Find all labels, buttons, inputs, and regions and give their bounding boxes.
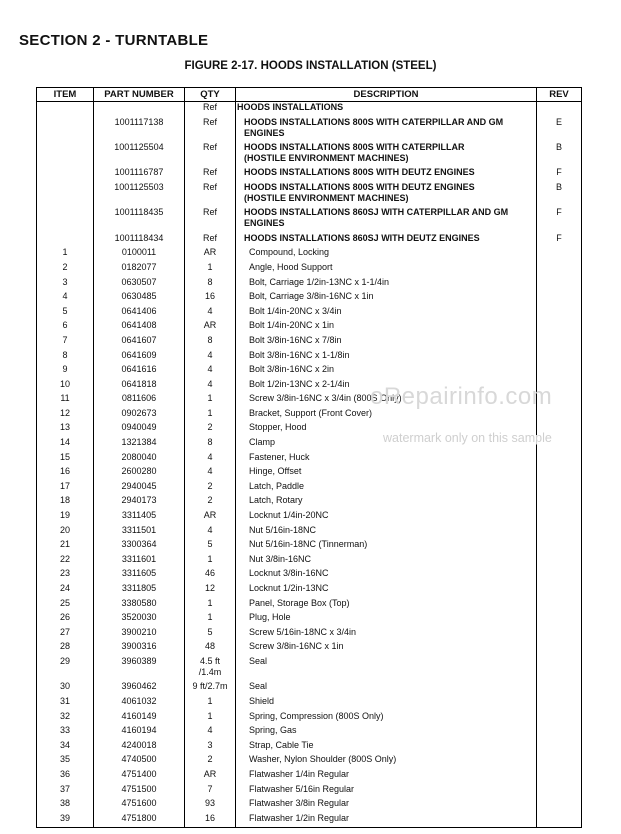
item-cell (37, 142, 94, 167)
part-number-cell: 1001118434 (94, 233, 185, 248)
part-number-cell: 3311405 (94, 510, 185, 525)
description-cell: Nut 5/16in-18NC (236, 525, 537, 540)
rev-cell (537, 554, 582, 569)
table-row (37, 681, 582, 696)
item-cell: 15 (37, 452, 94, 467)
item-cell: 19 (37, 510, 94, 525)
qty-cell: 16 (185, 291, 236, 306)
rev-cell: F (537, 233, 582, 248)
rev-cell (537, 598, 582, 613)
rev-cell (537, 681, 582, 696)
part-number-cell: 4751400 (94, 769, 185, 784)
rev-cell (537, 466, 582, 481)
rev-cell (537, 364, 582, 379)
part-number-cell: 3960462 (94, 681, 185, 696)
item-cell: 28 (37, 641, 94, 656)
qty-cell: Ref (185, 233, 236, 248)
description-cell: Nut 5/16in-18NC (Tinnerman) (236, 539, 537, 554)
part-number-cell: 3900316 (94, 641, 185, 656)
qty-cell: AR (185, 510, 236, 525)
table-row (37, 656, 582, 681)
description-cell: Flatwasher 1/2in Regular (236, 813, 537, 828)
item-cell (37, 233, 94, 248)
description-cell: HOODS INSTALLATIONS 800S WITH CATERPILLAR AND GM ENGINES (236, 117, 537, 142)
part-number-cell: 4740500 (94, 754, 185, 769)
part-number-cell: 2600280 (94, 466, 185, 481)
description-cell: Clamp (236, 437, 537, 452)
rev-cell (537, 656, 582, 681)
description-cell: Screw 3/8in-16NC x 3/4in (800S Only) (236, 393, 537, 408)
part-number-cell (94, 102, 185, 117)
table-row (37, 320, 582, 335)
qty-cell: 4 (185, 350, 236, 365)
part-number-cell: 4751500 (94, 784, 185, 799)
item-cell: 21 (37, 539, 94, 554)
qty-cell: 4 (185, 379, 236, 394)
column-header-item: ITEM (37, 88, 94, 102)
description-cell: Bolt, Carriage 3/8in-16NC x 1in (236, 291, 537, 306)
qty-cell: AR (185, 320, 236, 335)
qty-cell: 1 (185, 393, 236, 408)
table-row (37, 335, 582, 350)
description-cell: Bolt, Carriage 1/2in-13NC x 1-1/4in (236, 277, 537, 292)
qty-cell: 4 (185, 525, 236, 540)
rev-cell (537, 740, 582, 755)
qty-cell: 8 (185, 335, 236, 350)
table-row (37, 813, 582, 828)
description-cell: Bracket, Support (Front Cover) (236, 408, 537, 423)
qty-cell: 1 (185, 554, 236, 569)
description-cell: Shield (236, 696, 537, 711)
qty-cell: 1 (185, 598, 236, 613)
item-cell: 1 (37, 247, 94, 262)
qty-cell: 4 (185, 306, 236, 321)
qty-cell: Ref (185, 142, 236, 167)
item-cell: 26 (37, 612, 94, 627)
part-number-cell: 3311501 (94, 525, 185, 540)
table-row (37, 627, 582, 642)
description-cell: Locknut 1/2in-13NC (236, 583, 537, 598)
rev-cell (537, 452, 582, 467)
table-row (37, 554, 582, 569)
item-cell: 12 (37, 408, 94, 423)
table-row (37, 142, 582, 167)
table-row (37, 102, 582, 117)
rev-cell (537, 262, 582, 277)
part-number-cell: 0100011 (94, 247, 185, 262)
description-cell: Locknut 3/8in-16NC (236, 568, 537, 583)
item-cell: 9 (37, 364, 94, 379)
qty-cell: Ref (185, 182, 236, 207)
rev-cell (537, 102, 582, 117)
rev-cell (537, 277, 582, 292)
qty-cell: 2 (185, 481, 236, 496)
qty-cell: 93 (185, 798, 236, 813)
qty-cell: 46 (185, 568, 236, 583)
item-cell: 8 (37, 350, 94, 365)
description-cell: Bolt 1/4in-20NC x 1in (236, 320, 537, 335)
part-number-cell: 0641607 (94, 335, 185, 350)
table-row (37, 612, 582, 627)
item-cell: 38 (37, 798, 94, 813)
table-row (37, 754, 582, 769)
table-row (37, 725, 582, 740)
qty-cell: Ref (185, 207, 236, 232)
part-number-cell: 3520030 (94, 612, 185, 627)
item-cell (37, 117, 94, 142)
watermark-text: oRepairinfo.com (370, 383, 553, 410)
qty-cell: 9 ft/2.7m (185, 681, 236, 696)
parts-table (36, 87, 582, 828)
rev-cell (537, 711, 582, 726)
part-number-cell: 3900210 (94, 627, 185, 642)
rev-cell (537, 627, 582, 642)
description-cell: Screw 3/8in-16NC x 1in (236, 641, 537, 656)
description-cell: Bolt 3/8in-16NC x 2in (236, 364, 537, 379)
rev-cell (537, 725, 582, 740)
description-cell: Angle, Hood Support (236, 262, 537, 277)
part-number-cell: 0902673 (94, 408, 185, 423)
part-number-cell: 1001116787 (94, 167, 185, 182)
item-cell: 24 (37, 583, 94, 598)
qty-cell: 1 (185, 711, 236, 726)
part-number-cell: 0641609 (94, 350, 185, 365)
description-cell: Stopper, Hood (236, 422, 537, 437)
table-row (37, 306, 582, 321)
rev-cell (537, 754, 582, 769)
table-row (37, 262, 582, 277)
part-number-cell: 1001118435 (94, 207, 185, 232)
part-number-cell: 1001125504 (94, 142, 185, 167)
item-cell: 6 (37, 320, 94, 335)
description-cell: Screw 5/16in-18NC x 3/4in (236, 627, 537, 642)
table-row (37, 350, 582, 365)
qty-cell: 5 (185, 539, 236, 554)
qty-cell: 48 (185, 641, 236, 656)
qty-cell: AR (185, 247, 236, 262)
description-cell: Spring, Gas (236, 725, 537, 740)
description-cell: Seal (236, 681, 537, 696)
part-number-cell: 4751800 (94, 813, 185, 828)
item-cell: 32 (37, 711, 94, 726)
part-number-cell: 0630507 (94, 277, 185, 292)
table-row (37, 568, 582, 583)
rev-cell (537, 350, 582, 365)
item-cell (37, 102, 94, 117)
part-number-cell: 3380580 (94, 598, 185, 613)
figure-title: FIGURE 2-17. HOODS INSTALLATION (STEEL) (184, 60, 437, 72)
item-cell (37, 167, 94, 182)
table-row (37, 167, 582, 182)
rev-cell (537, 583, 582, 598)
table-row (37, 117, 582, 142)
table-row (37, 598, 582, 613)
qty-cell: 16 (185, 813, 236, 828)
rev-cell (537, 320, 582, 335)
item-cell: 23 (37, 568, 94, 583)
item-cell: 27 (37, 627, 94, 642)
qty-cell: 4 (185, 452, 236, 467)
item-cell: 14 (37, 437, 94, 452)
table-row (37, 452, 582, 467)
column-header-description: DESCRIPTION (236, 88, 537, 102)
rev-cell (537, 306, 582, 321)
description-cell: Strap, Cable Tie (236, 740, 537, 755)
item-cell: 29 (37, 656, 94, 681)
item-cell: 5 (37, 306, 94, 321)
column-header-rev: REV (537, 88, 582, 102)
part-number-cell: 2080040 (94, 452, 185, 467)
column-header-part-number: PART NUMBER (94, 88, 185, 102)
rev-cell: F (537, 207, 582, 232)
item-cell (37, 182, 94, 207)
item-cell: 39 (37, 813, 94, 828)
item-cell: 33 (37, 725, 94, 740)
rev-cell (537, 568, 582, 583)
description-cell: Hinge, Offset (236, 466, 537, 481)
item-cell: 2 (37, 262, 94, 277)
qty-cell: 5 (185, 627, 236, 642)
table-row (37, 641, 582, 656)
part-number-cell: 0630485 (94, 291, 185, 306)
item-cell: 36 (37, 769, 94, 784)
table-row (37, 769, 582, 784)
item-cell: 11 (37, 393, 94, 408)
table-row (37, 711, 582, 726)
table-row (37, 510, 582, 525)
table-row (37, 364, 582, 379)
rev-cell (537, 481, 582, 496)
item-cell: 18 (37, 495, 94, 510)
part-number-cell: 2940045 (94, 481, 185, 496)
item-cell: 16 (37, 466, 94, 481)
qty-cell: 7 (185, 784, 236, 799)
table-row (37, 291, 582, 306)
description-cell: HOODS INSTALLATIONS 860SJ WITH CATERPILLAR AND GM ENGINES (236, 207, 537, 232)
rev-cell (537, 798, 582, 813)
description-cell: Flatwasher 3/8in Regular (236, 798, 537, 813)
rev-cell: E (537, 117, 582, 142)
qty-cell: 4 (185, 364, 236, 379)
part-number-cell: 2940173 (94, 495, 185, 510)
item-cell: 4 (37, 291, 94, 306)
item-cell: 13 (37, 422, 94, 437)
description-cell: Latch, Paddle (236, 481, 537, 496)
rev-cell (537, 769, 582, 784)
rev-cell (537, 335, 582, 350)
part-number-cell: 0641408 (94, 320, 185, 335)
item-cell: 10 (37, 379, 94, 394)
rev-cell (537, 612, 582, 627)
rev-cell (537, 641, 582, 656)
table-row (37, 740, 582, 755)
description-cell: Seal (236, 656, 537, 681)
table-row (37, 207, 582, 232)
table-row (37, 696, 582, 711)
item-cell: 30 (37, 681, 94, 696)
rev-cell (537, 525, 582, 540)
description-cell: Plug, Hole (236, 612, 537, 627)
part-number-cell: 0940049 (94, 422, 185, 437)
part-number-cell: 1321384 (94, 437, 185, 452)
item-cell: 37 (37, 784, 94, 799)
qty-cell: 4 (185, 466, 236, 481)
description-cell: Washer, Nylon Shoulder (800S Only) (236, 754, 537, 769)
qty-cell: 2 (185, 495, 236, 510)
qty-cell: 4 (185, 725, 236, 740)
part-number-cell: 0641616 (94, 364, 185, 379)
table-row (37, 784, 582, 799)
rev-cell (537, 510, 582, 525)
qty-cell: 8 (185, 437, 236, 452)
part-number-cell: 1001125503 (94, 182, 185, 207)
description-cell: Flatwasher 1/4in Regular (236, 769, 537, 784)
description-cell: Compound, Locking (236, 247, 537, 262)
description-cell: Bolt 3/8in-16NC x 7/8in (236, 335, 537, 350)
qty-cell: 4.5 ft /1.4m (185, 656, 236, 681)
table-row (37, 481, 582, 496)
part-number-cell: 3960389 (94, 656, 185, 681)
parts-table-body (37, 102, 582, 828)
description-cell: Bolt 3/8in-16NC x 1-1/8in (236, 350, 537, 365)
item-cell: 35 (37, 754, 94, 769)
section-title: SECTION 2 - TURNTABLE (19, 32, 209, 49)
description-cell: Panel, Storage Box (Top) (236, 598, 537, 613)
description-cell: Bolt 1/4in-20NC x 3/4in (236, 306, 537, 321)
part-number-cell: 3300364 (94, 539, 185, 554)
description-cell: HOODS INSTALLATIONS (236, 102, 537, 117)
qty-cell: Ref (185, 102, 236, 117)
qty-cell: AR (185, 769, 236, 784)
description-cell: HOODS INSTALLATIONS 860SJ WITH DEUTZ ENGINES (236, 233, 537, 248)
table-row (37, 525, 582, 540)
description-cell: Locknut 1/4in-20NC (236, 510, 537, 525)
qty-cell: Ref (185, 167, 236, 182)
qty-cell: 1 (185, 612, 236, 627)
table-header-row (37, 88, 582, 102)
description-cell: HOODS INSTALLATIONS 800S WITH DEUTZ ENGINES (HOSTILE ENVIRONMENT MACHINES) (236, 182, 537, 207)
part-number-cell: 0182077 (94, 262, 185, 277)
part-number-cell: 3311601 (94, 554, 185, 569)
description-cell: HOODS INSTALLATIONS 800S WITH DEUTZ ENGINES (236, 167, 537, 182)
part-number-cell: 0641818 (94, 379, 185, 394)
qty-cell: 3 (185, 740, 236, 755)
item-cell (37, 207, 94, 232)
table-row (37, 466, 582, 481)
description-cell: Flatwasher 5/16in Regular (236, 784, 537, 799)
qty-cell: 1 (185, 696, 236, 711)
part-number-cell: 4160149 (94, 711, 185, 726)
part-number-cell: 4061032 (94, 696, 185, 711)
item-cell: 34 (37, 740, 94, 755)
item-cell: 25 (37, 598, 94, 613)
qty-cell: 1 (185, 408, 236, 423)
item-cell: 31 (37, 696, 94, 711)
item-cell: 7 (37, 335, 94, 350)
rev-cell (537, 696, 582, 711)
rev-cell (537, 291, 582, 306)
part-number-cell: 0641406 (94, 306, 185, 321)
watermark-subtext: watermark only on this sample (383, 431, 552, 445)
part-number-cell: 4751600 (94, 798, 185, 813)
rev-cell (537, 784, 582, 799)
description-cell: Nut 3/8in-16NC (236, 554, 537, 569)
part-number-cell: 4240018 (94, 740, 185, 755)
rev-cell: B (537, 182, 582, 207)
part-number-cell: 3311805 (94, 583, 185, 598)
qty-cell: 8 (185, 277, 236, 292)
rev-cell (537, 539, 582, 554)
description-cell: Spring, Compression (800S Only) (236, 711, 537, 726)
rev-cell: B (537, 142, 582, 167)
table-row (37, 798, 582, 813)
part-number-cell: 1001117138 (94, 117, 185, 142)
part-number-cell: 3311605 (94, 568, 185, 583)
item-cell: 20 (37, 525, 94, 540)
part-number-cell: 0811606 (94, 393, 185, 408)
description-cell: Fastener, Huck (236, 452, 537, 467)
column-header-qty: QTY (185, 88, 236, 102)
table-row (37, 583, 582, 598)
description-cell: Latch, Rotary (236, 495, 537, 510)
item-cell: 22 (37, 554, 94, 569)
rev-cell (537, 247, 582, 262)
rev-cell (537, 495, 582, 510)
table-row (37, 539, 582, 554)
qty-cell: 12 (185, 583, 236, 598)
item-cell: 17 (37, 481, 94, 496)
table-row (37, 182, 582, 207)
part-number-cell: 4160194 (94, 725, 185, 740)
item-cell: 3 (37, 277, 94, 292)
description-cell: Bolt 1/2in-13NC x 2-1/4in (236, 379, 537, 394)
rev-cell (537, 813, 582, 828)
qty-cell: 2 (185, 754, 236, 769)
table-row (37, 495, 582, 510)
qty-cell: Ref (185, 117, 236, 142)
table-row (37, 277, 582, 292)
table-row (37, 247, 582, 262)
qty-cell: 1 (185, 262, 236, 277)
description-cell: HOODS INSTALLATIONS 800S WITH CATERPILLAR (HOSTILE ENVIRONMENT MACHINES) (236, 142, 537, 167)
table-row (37, 233, 582, 248)
rev-cell: F (537, 167, 582, 182)
qty-cell: 2 (185, 422, 236, 437)
